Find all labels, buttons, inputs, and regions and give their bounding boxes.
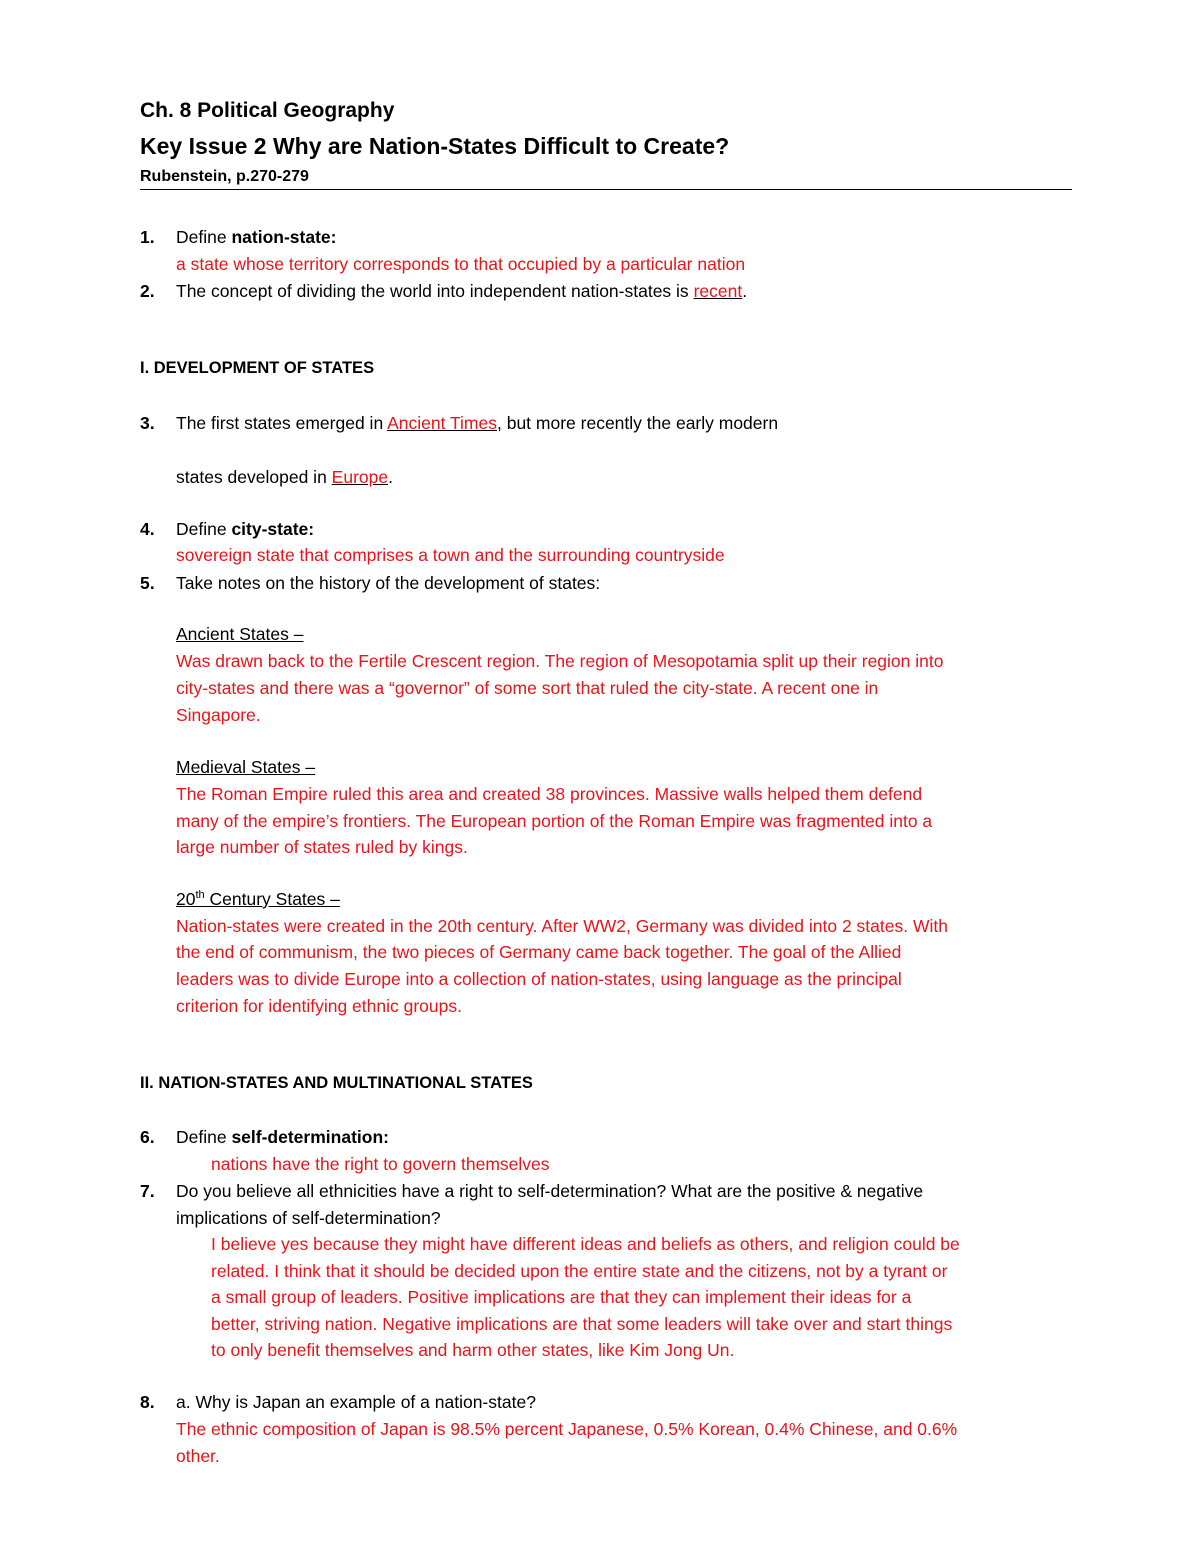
twentieth-century-line: leaders was to divide Europe into a collection of nation-states, using language as the principal xyxy=(176,969,902,989)
twentieth-century-line: the end of communism, the two pieces of Germany came back together. The goal of the Allied xyxy=(176,942,902,962)
question-prefix: Define xyxy=(176,227,232,247)
question-prefix: Define xyxy=(176,519,232,539)
ancient-states-line: Was drawn back to the Fertile Crescent region. The region of Mesopotamia split up their region into xyxy=(176,651,944,671)
question-6 xyxy=(176,1124,389,1151)
fill-in-answer: recent xyxy=(693,281,743,301)
question-text: The first states emerged in xyxy=(176,413,388,433)
twentieth-century-heading xyxy=(176,886,340,913)
section-heading-1: I. DEVELOPMENT OF STATES xyxy=(140,359,375,377)
question-3-line-2 xyxy=(176,464,393,491)
fill-in-answer: Europe xyxy=(331,467,389,487)
heading-superscript: th xyxy=(195,889,205,902)
term: nation-state: xyxy=(231,227,337,247)
answer-7-line: I believe yes because they might have different ideas and beliefs as others, and religion could be xyxy=(211,1234,960,1254)
ancient-states-heading: Ancient States – xyxy=(176,624,304,644)
section-heading-2: II. NATION-STATES AND MULTINATIONAL STATES xyxy=(140,1074,533,1092)
question-8: a. Why is Japan an example of a nation-state? xyxy=(176,1392,536,1412)
answer-8-line: other. xyxy=(176,1446,220,1466)
question-text: The concept of dividing the world into independent nation-states is xyxy=(176,281,694,301)
medieval-states-line: The Roman Empire ruled this area and created 38 provinces. Massive walls helped them defend xyxy=(176,784,923,804)
question-5: Take notes on the history of the development of states: xyxy=(176,573,601,593)
twentieth-century-line: criterion for identifying ethnic groups. xyxy=(176,996,462,1016)
term: self-determination: xyxy=(231,1127,389,1147)
medieval-states-heading: Medieval States – xyxy=(176,757,316,777)
chapter-title: Ch. 8 Political Geography xyxy=(140,99,395,122)
question-number: 5. xyxy=(140,573,155,593)
term: city-state: xyxy=(231,519,315,539)
fill-in-answer: Ancient Times xyxy=(387,413,497,433)
question-number: 7. xyxy=(140,1181,155,1201)
question-text: states developed in xyxy=(176,467,332,487)
answer-7-line: to only benefit themselves and harm other states, like Kim Jong Un. xyxy=(211,1340,735,1360)
question-text: . xyxy=(388,467,393,487)
question-number: 6. xyxy=(140,1127,155,1147)
question-7-line: implications of self-determination? xyxy=(176,1208,441,1228)
question-number: 8. xyxy=(140,1392,155,1412)
medieval-states-line: many of the empire’s frontiers. The European portion of the Roman Empire was fragmented into a xyxy=(176,811,933,831)
question-text: , but more recently the early modern xyxy=(496,413,779,433)
source-reference: Rubenstein, p.270-279 xyxy=(140,168,309,185)
header-divider xyxy=(140,189,1072,190)
answer-7-line: related. I think that it should be decided upon the entire state and the citizens, not by a tyrant or xyxy=(211,1261,948,1281)
answer-4: sovereign state that comprises a town and the surrounding countryside xyxy=(176,545,725,565)
question-number: 2. xyxy=(140,281,155,301)
key-issue-title: Key Issue 2 Why are Nation-States Difficult to Create? xyxy=(140,133,730,159)
question-1 xyxy=(176,224,336,251)
medieval-states-line: large number of states ruled by kings. xyxy=(176,837,468,857)
answer-8-line: The ethnic composition of Japan is 98.5% percent Japanese, 0.5% Korean, 0.4% Chinese, and 0.6% xyxy=(176,1419,958,1439)
question-number: 1. xyxy=(140,227,155,247)
question-4 xyxy=(176,516,314,543)
ancient-states-line: city-states and there was a “governor” of some sort that ruled the city-state. A recent one in xyxy=(176,678,879,698)
question-prefix: Define xyxy=(176,1127,232,1147)
heading-number: 20 xyxy=(176,889,196,909)
twentieth-century-line: Nation-states were created in the 20th century. After WW2, Germany was divided into 2 states. With xyxy=(176,916,948,936)
ancient-states-line: Singapore. xyxy=(176,705,261,725)
question-2 xyxy=(176,278,747,305)
answer-7-line: better, striving nation. Negative implications are that some leaders will take over and start things xyxy=(211,1314,953,1334)
question-3 xyxy=(176,410,778,437)
question-7-line: Do you believe all ethnicities have a right to self-determination? What are the positive & negative xyxy=(176,1181,924,1201)
question-text: . xyxy=(742,281,748,301)
answer-7-line: a small group of leaders. Positive implications are that they can implement their ideas for a xyxy=(211,1287,912,1307)
answer-6: nations have the right to govern themselves xyxy=(211,1154,550,1174)
answer-1: a state whose territory corresponds to that occupied by a particular nation xyxy=(176,254,746,274)
question-number: 3. xyxy=(140,413,155,433)
heading-text: Century States – xyxy=(204,889,340,909)
question-number: 4. xyxy=(140,519,155,539)
